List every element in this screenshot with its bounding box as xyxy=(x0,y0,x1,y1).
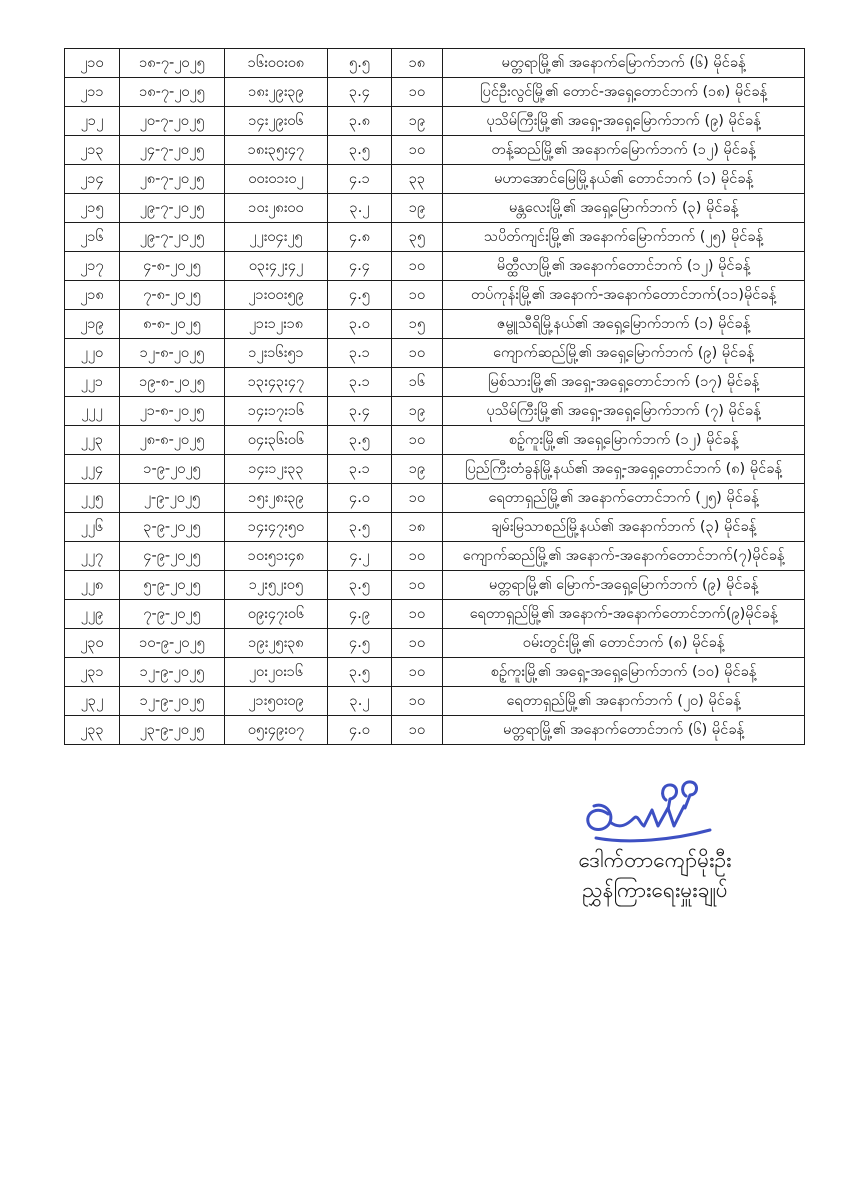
cell-time: ၀၃း၄၂း၄၂ xyxy=(225,252,328,281)
table-row xyxy=(65,310,805,339)
cell-magnitude: ၃.၁ xyxy=(328,339,392,368)
table-row xyxy=(65,281,805,310)
cell-date: ၂၈-၈-၂၀၂၅ xyxy=(120,426,225,455)
table-row xyxy=(65,687,805,716)
cell-depth: ၁၈ xyxy=(392,49,443,78)
cell-date: ၁၉-၈-၂၀၂၅ xyxy=(120,368,225,397)
cell-serial-number: ၂၂၄ xyxy=(65,455,120,484)
cell-serial-number: ၂၂၉ xyxy=(65,600,120,629)
cell-depth: ၁၉ xyxy=(392,397,443,426)
cell-serial-number: ၂၂၇ xyxy=(65,542,120,571)
table-row xyxy=(65,455,805,484)
cell-serial-number: ၂၁၇ xyxy=(65,252,120,281)
cell-epicenter-location: စဉ့်ကူးမြို့၏ အရှေ့မြောက်ဘက် (၁၂) မိုင်ခန့် xyxy=(443,426,805,455)
cell-time: ၁၂း၁၆း၅၁ xyxy=(225,339,328,368)
cell-epicenter-location: ပုသိမ်ကြီးမြို့၏ အရှေ့-အရှေ့မြောက်ဘက် (၇) မိုင်ခန့် xyxy=(443,397,805,426)
cell-depth: ၁၀ xyxy=(392,78,443,107)
cell-serial-number: ၂၁၁ xyxy=(65,78,120,107)
cell-epicenter-location: ကျောက်ဆည်မြို့၏ အရှေ့မြောက်ဘက် (၉) မိုင်ခန့် xyxy=(443,339,805,368)
signatory-block xyxy=(505,845,805,905)
table-row xyxy=(65,397,805,426)
cell-magnitude: ၄.၀ xyxy=(328,484,392,513)
table-row xyxy=(65,426,805,455)
table-row xyxy=(65,542,805,571)
table-row xyxy=(65,368,805,397)
table-row xyxy=(65,600,805,629)
cell-time: ၂၂း၀၄း၂၅ xyxy=(225,223,328,252)
cell-depth: ၁၉ xyxy=(392,194,443,223)
cell-epicenter-location: မဟာအောင်မြေမြို့နယ်၏ တောင်ဘက် (၁) မိုင်ခန့် xyxy=(443,165,805,194)
cell-magnitude: ၃.၈ xyxy=(328,107,392,136)
table-row xyxy=(65,194,805,223)
cell-epicenter-location: ကျောက်ဆည်မြို့၏ အနောက်-အနောက်တောင်ဘက်(၇)မိုင်ခန့် xyxy=(443,542,805,571)
cell-magnitude: ၃.၅ xyxy=(328,513,392,542)
table-row xyxy=(65,78,805,107)
cell-epicenter-location: ဇမ္ဗူသီရိမြို့နယ်၏ အရှေ့မြောက်ဘက် (၁) မိုင်ခန့် xyxy=(443,310,805,339)
cell-date: ၁၂-၉-၂၀၂၅ xyxy=(120,687,225,716)
signature-ink-icon xyxy=(578,780,723,846)
cell-serial-number: ၂၃၁ xyxy=(65,658,120,687)
cell-depth: ၁၈ xyxy=(392,513,443,542)
cell-magnitude: ၅.၅ xyxy=(328,49,392,78)
cell-serial-number: ၂၂၃ xyxy=(65,426,120,455)
cell-date: ၁၂-၈-၂၀၂၅ xyxy=(120,339,225,368)
cell-serial-number: ၂၁၂ xyxy=(65,107,120,136)
table-row xyxy=(65,107,805,136)
table-row xyxy=(65,658,805,687)
cell-time: ၁၅း၂၈း၃၉ xyxy=(225,484,328,513)
cell-depth: ၁၀ xyxy=(392,136,443,165)
cell-epicenter-location: ရေတာရှည်မြို့၏ အနောက်-အနောက်တောင်ဘက်(၉)မိုင်ခန့် xyxy=(443,600,805,629)
cell-magnitude: ၃.၁ xyxy=(328,455,392,484)
cell-serial-number: ၂၁၀ xyxy=(65,49,120,78)
cell-serial-number: ၂၂၆ xyxy=(65,513,120,542)
cell-epicenter-location: တန့်ဆည်မြို့၏ အနောက်မြောက်ဘက် (၁၂) မိုင်ခန့် xyxy=(443,136,805,165)
cell-date: ၂၁-၈-၂၀၂၅ xyxy=(120,397,225,426)
cell-date: ၁၀-၉-၂၀၂၅ xyxy=(120,629,225,658)
cell-date: ၂၀-၇-၂၀၂၅ xyxy=(120,107,225,136)
cell-date: ၇-၈-၂၀၂၅ xyxy=(120,281,225,310)
cell-depth: ၃၃ xyxy=(392,165,443,194)
cell-time: ၂၁း၁၂း၁၈ xyxy=(225,310,328,339)
cell-date: ၈-၈-၂၀၂၅ xyxy=(120,310,225,339)
cell-time: ၁၈း၂၉း၃၉ xyxy=(225,78,328,107)
cell-date: ၇-၉-၂၀၂၅ xyxy=(120,600,225,629)
cell-time: ၀၄း၃၆း၀၆ xyxy=(225,426,328,455)
cell-magnitude: ၃.၂ xyxy=(328,687,392,716)
cell-epicenter-location: မိတ္ထီလာမြို့၏ အနောက်တောင်ဘက် (၁၂) မိုင်ခန့် xyxy=(443,252,805,281)
cell-date: ၂၃-၉-၂၀၂၅ xyxy=(120,716,225,745)
cell-depth: ၁၀ xyxy=(392,600,443,629)
cell-epicenter-location: စဉ့်ကူးမြို့၏ အရှေ့-အရှေ့မြောက်ဘက် (၁၀) မိုင်ခန့် xyxy=(443,658,805,687)
cell-epicenter-location: မတ္တရာမြို့၏ မြောက်-အရှေ့မြောက်ဘက် (၉) မိုင်ခန့် xyxy=(443,571,805,600)
cell-depth: ၁၀ xyxy=(392,252,443,281)
cell-serial-number: ၂၁၉ xyxy=(65,310,120,339)
cell-date: ၅-၉-၂၀၂၅ xyxy=(120,571,225,600)
cell-epicenter-location: တပ်ကုန်းမြို့၏ အနောက်-အနောက်တောင်ဘက်(၁၁)မိုင်ခန့် xyxy=(443,281,805,310)
earthquake-table-body xyxy=(65,49,805,745)
cell-time: ၀၅း၄၉း၀၇ xyxy=(225,716,328,745)
cell-time: ၀၀း၀၁း၀၂ xyxy=(225,165,328,194)
cell-epicenter-location: ရေတာရှည်မြို့၏ အနောက်ဘက် (၂၀) မိုင်ခန့် xyxy=(443,687,805,716)
table-row xyxy=(65,165,805,194)
cell-date: ၄-၈-၂၀၂၅ xyxy=(120,252,225,281)
cell-time: ၁၀း၅၁း၄၈ xyxy=(225,542,328,571)
cell-magnitude: ၃.၁ xyxy=(328,368,392,397)
cell-serial-number: ၂၁၅ xyxy=(65,194,120,223)
table-row xyxy=(65,484,805,513)
cell-epicenter-location: မတ္တရာမြို့၏ အနောက်တောင်ဘက် (၆) မိုင်ခန့် xyxy=(443,716,805,745)
cell-time: ၁၃း၄၃း၄၇ xyxy=(225,368,328,397)
signatory-title: ညွှန်ကြားရေးမှူးချုပ် xyxy=(582,878,728,902)
cell-magnitude: ၃.၄ xyxy=(328,78,392,107)
cell-time: ၂၁း၀၀း၅၉ xyxy=(225,281,328,310)
cell-time: ၁၈း၃၅း၄၇ xyxy=(225,136,328,165)
cell-epicenter-location: ပြည်ကြီးတံခွန်မြို့နယ်၏ အရှေ့-အရှေ့တောင်ဘက် (၈) မိုင်ခန့် xyxy=(443,455,805,484)
cell-serial-number: ၂၂၀ xyxy=(65,339,120,368)
earthquake-events-table xyxy=(64,48,805,745)
cell-date: ၄-၉-၂၀၂၅ xyxy=(120,542,225,571)
cell-serial-number: ၂၁၆ xyxy=(65,223,120,252)
cell-time: ၁၉း၂၅း၃၈ xyxy=(225,629,328,658)
cell-serial-number: ၂၁၈ xyxy=(65,281,120,310)
table-row xyxy=(65,629,805,658)
cell-magnitude: ၃.၅ xyxy=(328,426,392,455)
cell-magnitude: ၄.၉ xyxy=(328,600,392,629)
cell-date: ၂၉-၇-၂၀၂၅ xyxy=(120,194,225,223)
cell-epicenter-location: ပြင်ဦးလွင်မြို့၏ တောင်-အရှေ့တောင်ဘက် (၁၈) မိုင်ခန့် xyxy=(443,78,805,107)
cell-depth: ၁၀ xyxy=(392,281,443,310)
cell-epicenter-location: မတ္တရာမြို့၏ အနောက်မြောက်ဘက် (၆) မိုင်ခန့် xyxy=(443,49,805,78)
cell-epicenter-location: ပုသိမ်ကြီးမြို့၏ အရှေ့-အရှေ့မြောက်ဘက် (၉) မိုင်ခန့် xyxy=(443,107,805,136)
cell-depth: ၁၀ xyxy=(392,687,443,716)
cell-depth: ၁၀ xyxy=(392,426,443,455)
cell-date: ၁-၉-၂၀၂၅ xyxy=(120,455,225,484)
table-row xyxy=(65,571,805,600)
cell-depth: ၁၀ xyxy=(392,716,443,745)
table-row xyxy=(65,252,805,281)
cell-date: ၂၄-၇-၂၀၂၅ xyxy=(120,136,225,165)
table-row xyxy=(65,339,805,368)
cell-serial-number: ၂၁၄ xyxy=(65,165,120,194)
table-row xyxy=(65,716,805,745)
signatory-name: ဒေါက်တာကျော်မိုးဦး xyxy=(578,848,732,872)
cell-depth: ၁၀ xyxy=(392,629,443,658)
cell-epicenter-location: ရေတာရှည်မြို့၏ အနောက်တောင်ဘက် (၂၅) မိုင်ခန့် xyxy=(443,484,805,513)
cell-time: ၁၄း၁၇း၁၆ xyxy=(225,397,328,426)
cell-epicenter-location: မန္တလေးမြို့၏ အရှေ့မြောက်ဘက် (၃) မိုင်ခန့် xyxy=(443,194,805,223)
cell-serial-number: ၂၂၅ xyxy=(65,484,120,513)
table-row xyxy=(65,223,805,252)
cell-epicenter-location: သပိတ်ကျင်းမြို့၏ အနောက်မြောက်ဘက် (၂၅) မိုင်ခန့် xyxy=(443,223,805,252)
cell-depth: ၃၅ xyxy=(392,223,443,252)
cell-date: ၁၈-၇-၂၀၂၅ xyxy=(120,78,225,107)
cell-serial-number: ၂၃၀ xyxy=(65,629,120,658)
cell-serial-number: ၂၂၂ xyxy=(65,397,120,426)
cell-magnitude: ၃.၀ xyxy=(328,310,392,339)
cell-time: ၂၀း၂၀း၁၆ xyxy=(225,658,328,687)
cell-time: ၀၉း၄၇း၀၆ xyxy=(225,600,328,629)
cell-depth: ၁၀ xyxy=(392,658,443,687)
cell-magnitude: ၄.၅ xyxy=(328,629,392,658)
table-row xyxy=(65,513,805,542)
cell-depth: ၁၀ xyxy=(392,571,443,600)
cell-magnitude: ၄.၄ xyxy=(328,252,392,281)
cell-time: ၁၄း၄၇း၅၀ xyxy=(225,513,328,542)
cell-serial-number: ၂၂၈ xyxy=(65,571,120,600)
cell-depth: ၁၆ xyxy=(392,368,443,397)
cell-depth: ၁၉ xyxy=(392,107,443,136)
cell-magnitude: ၃.၅ xyxy=(328,658,392,687)
handwritten-signature xyxy=(578,780,723,846)
cell-serial-number: ၂၁၃ xyxy=(65,136,120,165)
cell-magnitude: ၃.၅ xyxy=(328,136,392,165)
cell-date: ၁၈-၇-၂၀၂၅ xyxy=(120,49,225,78)
cell-magnitude: ၃.၂ xyxy=(328,194,392,223)
cell-date: ၃-၉-၂၀၂၅ xyxy=(120,513,225,542)
cell-date: ၁၂-၉-၂၀၂၅ xyxy=(120,658,225,687)
cell-date: ၂၉-၇-၂၀၂၅ xyxy=(120,223,225,252)
cell-time: ၁၂း၅၂း၀၅ xyxy=(225,571,328,600)
cell-time: ၂၁း၅၀း၀၉ xyxy=(225,687,328,716)
cell-time: ၁၀း၂၈း၀၀ xyxy=(225,194,328,223)
cell-time: ၁၄း၂၉း၀၆ xyxy=(225,107,328,136)
cell-magnitude: ၄.၁ xyxy=(328,165,392,194)
cell-date: ၂၈-၇-၂၀၂၅ xyxy=(120,165,225,194)
cell-depth: ၁၉ xyxy=(392,455,443,484)
cell-magnitude: ၄.၂ xyxy=(328,542,392,571)
cell-depth: ၁၀ xyxy=(392,542,443,571)
cell-serial-number: ၂၃၃ xyxy=(65,716,120,745)
cell-magnitude: ၄.၈ xyxy=(328,223,392,252)
cell-epicenter-location: မြစ်သားမြို့၏ အရှေ့-အရှေ့တောင်ဘက် (၁၇) မိုင်ခန့် xyxy=(443,368,805,397)
cell-magnitude: ၄.၀ xyxy=(328,716,392,745)
cell-depth: ၁၀ xyxy=(392,339,443,368)
cell-epicenter-location: ချမ်းမြသာစည်မြို့နယ်၏ အနောက်ဘက် (၃) မိုင်ခန့် xyxy=(443,513,805,542)
cell-time: ၁၆း၀၀း၀၈ xyxy=(225,49,328,78)
cell-depth: ၁၀ xyxy=(392,484,443,513)
cell-epicenter-location: ဝမ်းတွင်းမြို့၏ တောင်ဘက် (၈) မိုင်ခန့် xyxy=(443,629,805,658)
cell-magnitude: ၃.၄ xyxy=(328,397,392,426)
cell-magnitude: ၃.၅ xyxy=(328,571,392,600)
cell-serial-number: ၂၂၁ xyxy=(65,368,120,397)
cell-serial-number: ၂၃၂ xyxy=(65,687,120,716)
cell-depth: ၁၅ xyxy=(392,310,443,339)
table-row xyxy=(65,136,805,165)
cell-date: ၂-၉-၂၀၂၅ xyxy=(120,484,225,513)
cell-magnitude: ၄.၅ xyxy=(328,281,392,310)
table-row xyxy=(65,49,805,78)
cell-time: ၁၄း၁၂း၃၃ xyxy=(225,455,328,484)
